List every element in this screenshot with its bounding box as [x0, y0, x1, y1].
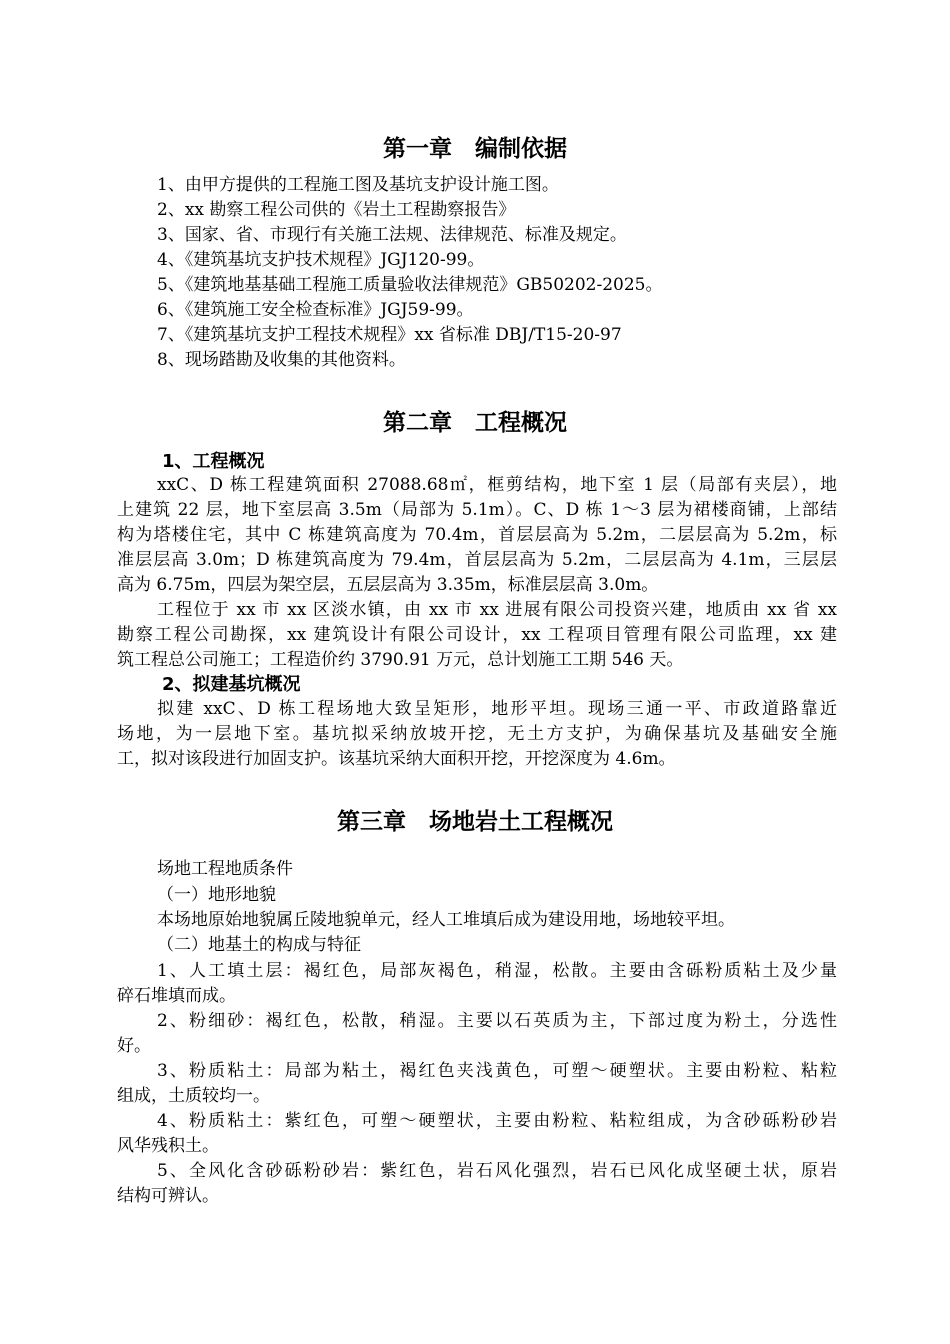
basis-item-1: 1、由甲方提供的工程施工图及基坑支护设计施工图。 [157, 175, 559, 195]
basis-item-7: 7、《建筑基坑支护工程技术规程》xx 省标准 DBJ/T15-20-97 [157, 325, 622, 345]
basis-item-5: 5、《建筑地基基础工程施工质量验收法律规范》GB50202-2025。 [157, 275, 663, 295]
soil-item-4-cont: 风华残积土。 [117, 1136, 219, 1156]
basis-item-6: 6、《建筑施工安全检查标准》JGJ59-99。 [157, 300, 474, 320]
basis-item-8: 8、现场踏勘及收集的其他资料。 [157, 350, 406, 370]
subheading-landform: （一）地形地貌 [157, 885, 276, 905]
paragraph-line: 高为 6.75m，四层为架空层，五层层高为 3.35m，标准层层高 3.0m。 [117, 575, 659, 595]
soil-item-5-cont: 结构可辨认。 [117, 1186, 219, 1206]
paragraph-line: 勘察工程公司勘探，xx 建筑设计有限公司设计，xx 工程项目管理有限公司监理，xx 建 [117, 625, 837, 645]
basis-item-3: 3、国家、省、市现行有关施工法规、法律规范、标准及规定。 [157, 225, 627, 245]
paragraph-line: 拟建 xxC、D 栋工程场地大致呈矩形，地形平坦。现场三通一平、市政道路靠近 [157, 699, 837, 719]
paragraph-line: 场地，为一层地下室。基坑拟采纳放坡开挖，无土方支护，为确保基坑及基础安全施 [117, 724, 837, 744]
paragraph-line: 筑工程总公司施工；工程造价约 3790.91 万元，总计划施工工期 546 天。 [117, 650, 684, 670]
landform-text: 本场地原始地貌属丘陵地貌单元，经人工堆填后成为建设用地，场地较平坦。 [157, 910, 735, 930]
soil-item-3-cont: 组成，土质较均一。 [117, 1086, 270, 1106]
paragraph-line: 构为塔楼住宅，其中 C 栋建筑高度为 70.4m，首层层高为 5.2m，二层层高为 5.2m，标 [117, 525, 837, 545]
paragraph-line: 上建筑 22 层，地下室层高 3.5m（局部为 5.1m）。C、D 栋 1～3 层为裙楼商铺，上部结 [117, 500, 837, 520]
soil-item-2: 2、粉细砂：褐红色，松散，稍湿。主要以石英质为主，下部过度为粉土，分选性 [157, 1011, 837, 1031]
section-pit-overview-title: 2、拟建基坑概况 [162, 674, 301, 695]
soil-item-1: 1、人工填土层：褐红色，局部灰褐色，稍湿，松散。主要由含砾粉质粘土及少量 [157, 961, 837, 981]
basis-item-2: 2、xx 勘察工程公司供的《岩土工程勘察报告》 [157, 200, 516, 220]
soil-item-1-cont: 碎石堆填而成。 [117, 986, 236, 1006]
soil-item-3: 3、粉质粘土：局部为粘土，褐红色夹浅黄色，可塑～硬塑状。主要由粉粒、粘粒 [157, 1061, 837, 1081]
chapter-2-title: 第二章 工程概况 [383, 410, 567, 436]
basis-item-4: 4、《建筑基坑支护技术规程》JGJ120-99。 [157, 250, 485, 270]
chapter-3-title: 第三章 场地岩土工程概况 [337, 809, 613, 835]
subheading-geology: 场地工程地质条件 [157, 859, 293, 879]
soil-item-5: 5、全风化含砂砾粉砂岩：紫红色，岩石风化强烈，岩石已风化成坚硬土状，原岩 [157, 1161, 837, 1181]
chapter-1-title: 第一章 编制依据 [383, 136, 567, 162]
paragraph-line: 工，拟对该段进行加固支护。该基坑采纳大面积开挖，开挖深度为 4.6m。 [117, 749, 676, 769]
soil-item-4: 4、粉质粘土：紫红色，可塑～硬塑状，主要由粉粒、粘粒组成，为含砂砾粉砂岩 [157, 1111, 837, 1131]
paragraph-line: 准层层高 3.0m；D 栋建筑高度为 79.4m，首层层高为 5.2m，二层层高为 4.1m，三层层 [117, 550, 837, 570]
paragraph-line: xxC、D 栋工程建筑面积 27088.68㎡，框剪结构，地下室 1 层（局部有夹层），地 [157, 475, 837, 495]
soil-item-2-cont: 好。 [117, 1036, 151, 1056]
subheading-soil: （二）地基土的构成与特征 [157, 935, 361, 955]
paragraph-line: 工程位于 xx 市 xx 区淡水镇，由 xx 市 xx 进展有限公司投资兴建，地质由 xx 省 xx [157, 600, 837, 620]
section-project-overview-title: 1、工程概况 [162, 451, 265, 472]
